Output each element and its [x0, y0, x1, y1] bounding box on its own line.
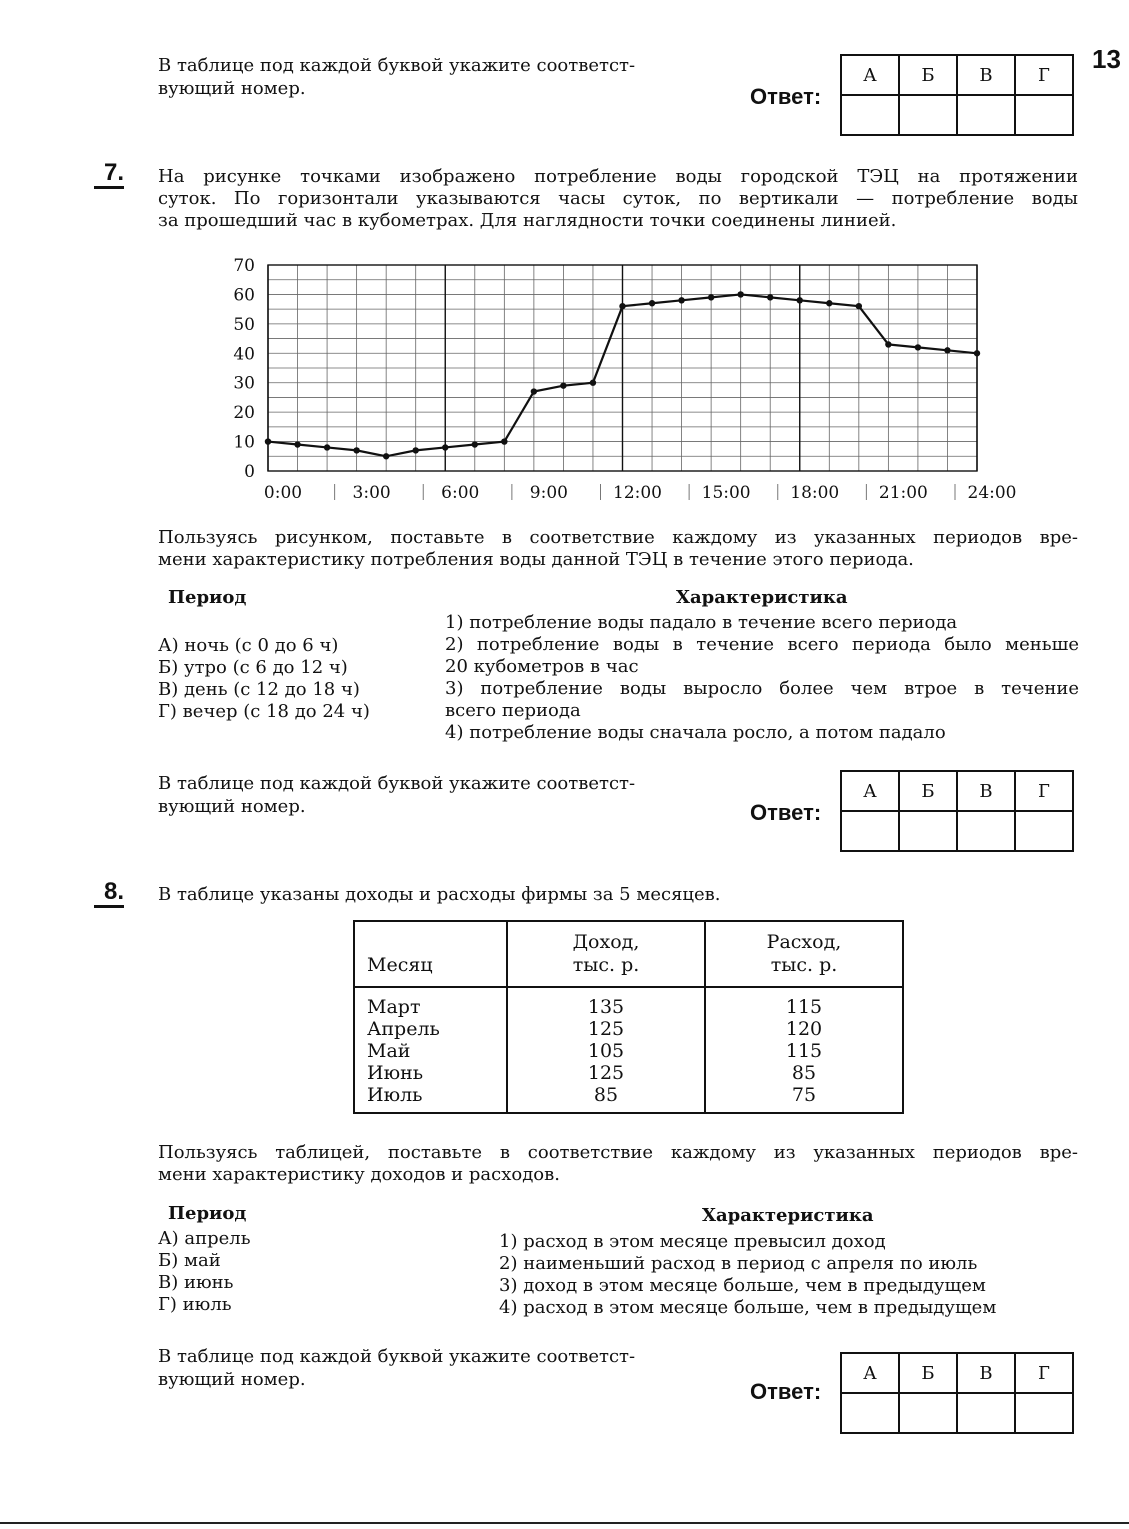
q8-characteristic-header: Характеристика — [702, 1205, 874, 1226]
q8-cell-income: 105 — [507, 1040, 705, 1062]
data-point — [353, 447, 359, 453]
q7-answer-cell-b[interactable] — [899, 811, 957, 851]
q8-instruction — [158, 1345, 738, 1391]
data-point — [324, 444, 330, 450]
page-bottom-rule — [0, 1522, 1129, 1524]
x-tick-label: 15:00 — [701, 483, 751, 503]
x-tick-label: 12:00 — [613, 483, 662, 503]
q8-cell-month: Июнь — [367, 1062, 424, 1084]
q8-header-month-text: Месяц — [367, 953, 433, 976]
q7-period-g: Г) вечер (с 18 до 24 ч) — [158, 701, 370, 722]
q8-cell-expense: 85 — [705, 1062, 903, 1084]
q7-prompt — [158, 527, 1078, 571]
q8-income-expense-table — [353, 920, 904, 1114]
q8-header-income-1: Доход, — [572, 931, 640, 953]
q8-answer-cell-a[interactable] — [841, 1393, 899, 1433]
q8-header-month — [354, 921, 507, 987]
data-point — [472, 441, 478, 447]
q8-answer-header-v: В — [957, 1353, 1015, 1393]
q8-cell-month: Март — [367, 996, 421, 1018]
instruction-line-2: вующий номер. — [158, 78, 306, 99]
q8-characteristics — [499, 1231, 996, 1319]
q7-char-1: 1) потребление воды падало в течение всего периода — [445, 612, 958, 633]
y-tick-label: 0 — [244, 462, 255, 482]
data-point — [767, 294, 773, 300]
data-point — [619, 303, 625, 309]
table-row — [354, 987, 903, 1018]
q7-answer-table — [840, 770, 1074, 852]
x-tick-label: 6:00 — [441, 483, 480, 503]
q8-answer-label: Ответ: — [750, 1379, 822, 1404]
q8-header-income-2: тыс. р. — [572, 954, 640, 976]
y-tick-label: 50 — [233, 314, 255, 335]
q8-char-1: 1) расход в этом месяце превысил доход — [499, 1231, 886, 1252]
q8-prompt-line-1: Пользуясь таблицей, поставьте в соответствие каждому из указанных периодов вре- — [158, 1142, 1078, 1163]
q7-char-4: 4) потребление воды сначала росло, а потом падало — [445, 722, 946, 743]
q8-cell-expense: 75 — [705, 1084, 903, 1113]
answer-label: Ответ: — [750, 84, 822, 109]
x-tick-label: 18:00 — [790, 483, 840, 503]
data-point — [560, 382, 566, 388]
q8-cell-income: 125 — [507, 1018, 705, 1040]
q7-characteristic-header: Характеристика — [676, 587, 848, 608]
data-point — [944, 347, 950, 353]
y-tick-label: 10 — [233, 432, 255, 453]
data-point — [915, 344, 921, 350]
q8-answer-cell-v[interactable] — [957, 1393, 1015, 1433]
y-tick-label: 60 — [233, 285, 255, 306]
data-point — [590, 380, 596, 386]
q7-answer-header-b: Б — [899, 771, 957, 811]
q8-header-income — [507, 921, 705, 987]
q7-answer-cell-a[interactable] — [841, 811, 899, 851]
data-point — [885, 341, 891, 347]
table-row — [354, 1040, 903, 1062]
q8-instruction-line-2: вующий номер. — [158, 1369, 306, 1390]
data-point — [678, 297, 684, 303]
q7-answer-cell-g[interactable] — [1015, 811, 1073, 851]
q8-header-expense-1: Расход, — [766, 931, 842, 953]
table-row — [354, 1018, 903, 1040]
q7-answer-cell-v[interactable] — [957, 811, 1015, 851]
x-tick-label: 0:00 — [263, 483, 303, 503]
q7-char-2a: 2) потребление воды в течение всего периода было меньше — [445, 634, 1079, 655]
y-tick-label: 40 — [233, 344, 255, 365]
table-row — [354, 1084, 903, 1113]
table-row — [354, 1062, 903, 1084]
data-point — [413, 447, 419, 453]
y-tick-label: 70 — [233, 256, 255, 276]
q8-answer-table — [840, 1352, 1074, 1434]
q8-prompt — [158, 1142, 1078, 1186]
q8-cell-expense: 115 — [705, 1040, 903, 1062]
data-point — [708, 294, 714, 300]
q7-answer-header-a: А — [841, 771, 899, 811]
data-point — [383, 453, 389, 459]
q7-instruction-line-1: В таблице под каждой буквой укажите соответст- — [158, 773, 636, 794]
q8-answer-cell-g[interactable] — [1015, 1393, 1073, 1433]
q7-answer-header-v: В — [957, 771, 1015, 811]
q8-header-expense-2: тыс. р. — [770, 954, 838, 976]
answer-header-g: Г — [1015, 55, 1073, 95]
q8-answer-header-b: Б — [899, 1353, 957, 1393]
q8-cell-income: 135 — [507, 987, 705, 1018]
instruction-line-1: В таблице под каждой буквой укажите соответст- — [158, 55, 636, 76]
data-point — [265, 438, 271, 444]
data-point — [531, 388, 537, 394]
data-point — [974, 350, 980, 356]
q7-period-a: А) ночь (с 0 до 6 ч) — [158, 635, 339, 656]
q8-periods — [158, 1228, 251, 1316]
q8-cell-expense: 120 — [705, 1018, 903, 1040]
q8-answer-header-g: Г — [1015, 1353, 1073, 1393]
x-tick-label: 21:00 — [878, 483, 928, 503]
data-point — [501, 438, 507, 444]
q8-char-4: 4) расход в этом месяце больше, чем в предыдущем — [499, 1297, 997, 1318]
q7-answer-header-g: Г — [1015, 771, 1073, 811]
q7-answer-label: Ответ: — [750, 800, 822, 825]
data-point — [797, 297, 803, 303]
q8-cell-month: Июль — [367, 1084, 423, 1106]
q7-instruction-line-2: вующий номер. — [158, 796, 306, 817]
x-tick-label: 24:00 — [967, 483, 1017, 503]
q7-characteristics — [445, 612, 1079, 744]
q8-period-a: А) апрель — [158, 1228, 251, 1249]
q8-header-expense — [705, 921, 903, 987]
q8-instruction-line-1: В таблице под каждой буквой укажите соответст- — [158, 1346, 636, 1367]
q7-period-header: Период — [168, 587, 247, 608]
q8-period-g: Г) июль — [158, 1294, 232, 1315]
q8-cell-month: Апрель — [367, 1018, 440, 1040]
data-point — [294, 441, 300, 447]
q7-periods — [158, 635, 370, 723]
q7-prompt-line-2: мени характеристику потребления воды данной ТЭЦ в течение этого периода. — [158, 549, 914, 570]
data-point — [856, 303, 862, 309]
water-consumption-chart — [0, 0, 1129, 520]
q8-cell-income: 85 — [507, 1084, 705, 1113]
q8-char-2: 2) наименьший расход в период с апреля по июль — [499, 1253, 978, 1274]
q7-char-3a: 3) потребление воды выросло более чем втрое в течение — [445, 678, 1079, 699]
q7-period-b: Б) утро (с 6 до 12 ч) — [158, 657, 348, 678]
data-point — [737, 291, 743, 297]
q8-period-header: Период — [168, 1203, 247, 1224]
q7-text-line-2: суток. По горизонтали указываются часы суток, по вертикали — потребление воды — [158, 188, 1078, 209]
q8-number: 8. — [94, 879, 124, 908]
y-tick-label: 30 — [233, 373, 255, 394]
chart-x-ticks — [264, 483, 1017, 503]
q8-answer-header-a: А — [841, 1353, 899, 1393]
q7-number: 7. — [94, 160, 124, 189]
q8-cell-expense: 115 — [705, 987, 903, 1018]
q8-cell-month: Май — [367, 1040, 411, 1062]
page-number: 13 — [1092, 44, 1121, 74]
data-point — [649, 300, 655, 306]
x-tick-label: 9:00 — [529, 483, 568, 503]
data-point — [442, 444, 448, 450]
q7-prompt-line-1: Пользуясь рисунком, поставьте в соответствие каждому из указанных периодов вре- — [158, 527, 1078, 548]
q8-period-b: Б) май — [158, 1250, 221, 1271]
x-tick-label: 3:00 — [352, 483, 391, 503]
q7-period-v: В) день (с 12 до 18 ч) — [158, 679, 360, 700]
q8-prompt-line-2: мени характеристику доходов и расходов. — [158, 1164, 560, 1185]
data-point — [826, 300, 832, 306]
q8-cell-income: 125 — [507, 1062, 705, 1084]
q8-char-3: 3) доход в этом месяце больше, чем в предыдущем — [499, 1275, 986, 1296]
q7-char-3b: всего периода — [445, 700, 581, 721]
q7-char-2b: 20 кубометров в час — [445, 656, 639, 677]
q8-answer-cell-b[interactable] — [899, 1393, 957, 1433]
q7-text-line-1: На рисунке точками изображено потребление воды городской ТЭЦ на протяжении — [158, 166, 1078, 187]
answer-header-v: В — [957, 55, 1015, 95]
y-tick-label: 20 — [233, 403, 255, 424]
answer-header-a: А — [841, 55, 899, 95]
q7-text-line-3: за прошедший час в кубометрах. Для наглядности точки соединены линией. — [158, 210, 897, 231]
q8-period-v: В) июнь — [158, 1272, 234, 1293]
q7-instruction — [158, 772, 738, 818]
chart-y-ticks — [233, 256, 255, 482]
answer-header-b: Б — [899, 55, 957, 95]
q8-text: В таблице указаны доходы и расходы фирмы за 5 месяцев. — [158, 884, 721, 905]
